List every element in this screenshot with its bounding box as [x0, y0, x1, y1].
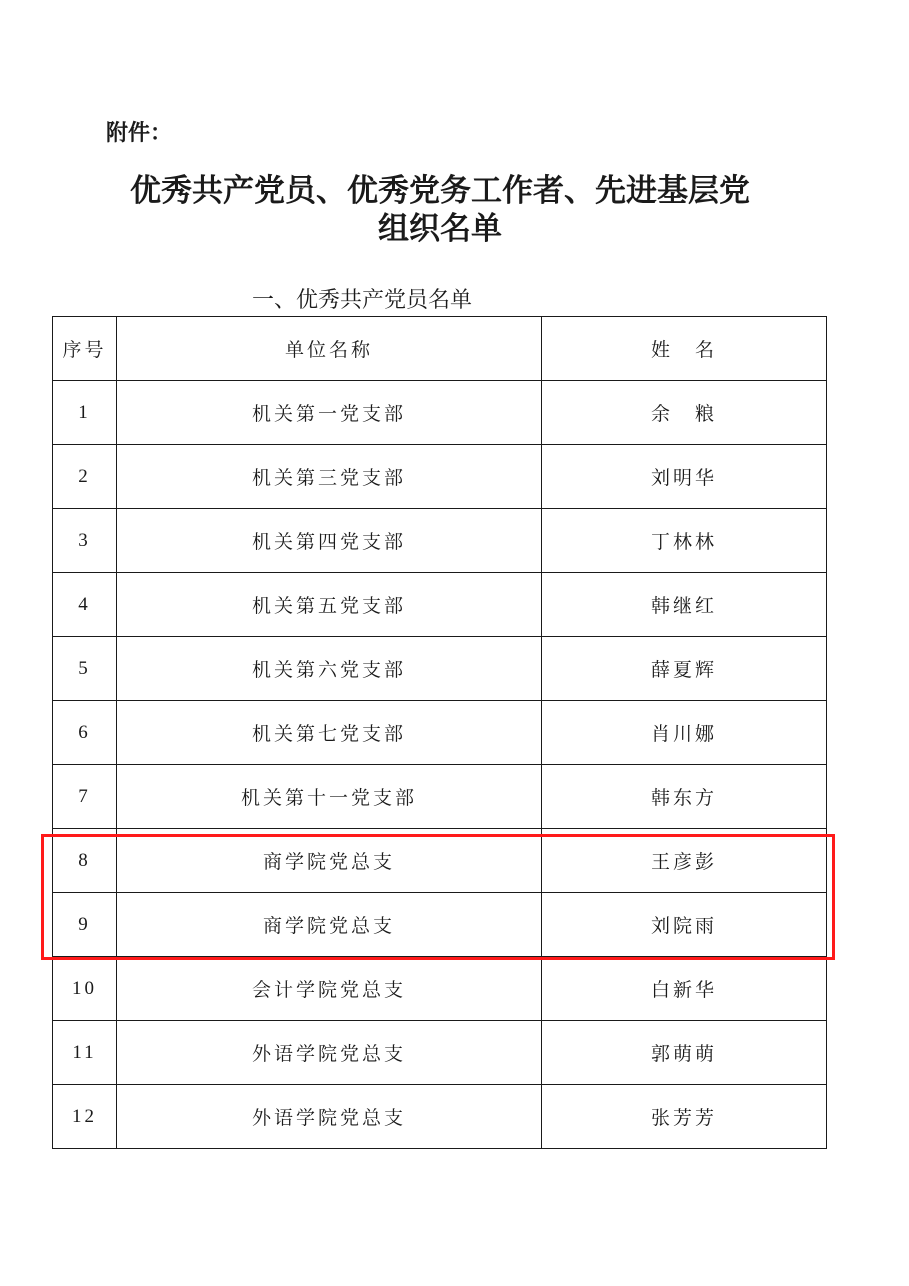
row-unit: 机关第十一党支部: [117, 765, 542, 829]
row-unit: 外语学院党总支: [117, 1085, 542, 1149]
row-name: 刘明华: [542, 445, 827, 509]
document-title: [60, 172, 820, 248]
row-name: 王彦彭: [542, 829, 827, 893]
table-row: [53, 765, 827, 829]
table-row: [53, 573, 827, 637]
table-row: [53, 445, 827, 509]
row-unit: 机关第四党支部: [117, 509, 542, 573]
row-index: 10: [53, 957, 117, 1021]
table-row: [53, 509, 827, 573]
row-name: 刘院雨: [542, 893, 827, 957]
row-name: 余 粮: [542, 381, 827, 445]
header-name: 姓 名: [542, 317, 827, 381]
attachment-label: 附件：: [106, 120, 173, 146]
row-unit: 机关第五党支部: [117, 573, 542, 637]
row-name: 薛夏辉: [542, 637, 827, 701]
row-name: 韩东方: [542, 765, 827, 829]
row-unit: 会计学院党总支: [117, 957, 542, 1021]
row-index: 3: [53, 509, 117, 573]
table-row: [53, 381, 827, 445]
table-row: [53, 1085, 827, 1149]
table-row: [53, 957, 827, 1021]
header-index: 序号: [53, 317, 117, 381]
table-row: [53, 1021, 827, 1085]
row-index: 12: [53, 1085, 117, 1149]
row-unit: 机关第六党支部: [117, 637, 542, 701]
header-unit: 单位名称: [117, 317, 542, 381]
row-index: 7: [53, 765, 117, 829]
row-index: 2: [53, 445, 117, 509]
title-line-2: 组织名单: [378, 211, 502, 247]
row-name: 张芳芳: [542, 1085, 827, 1149]
row-name: 丁林林: [542, 509, 827, 573]
section-heading: 一、优秀共产党员名单: [252, 288, 473, 313]
row-unit: 外语学院党总支: [117, 1021, 542, 1085]
row-name: 白新华: [542, 957, 827, 1021]
member-table: [52, 316, 827, 1149]
row-index: 5: [53, 637, 117, 701]
row-index: 1: [53, 381, 117, 445]
table-header-row: [53, 317, 827, 381]
row-index: 11: [53, 1021, 117, 1085]
table-row: [53, 829, 827, 893]
row-unit: 商学院党总支: [117, 829, 542, 893]
row-unit: 机关第七党支部: [117, 701, 542, 765]
row-name: 肖川娜: [542, 701, 827, 765]
title-line-1: 优秀共产党员、优秀党务工作者、先进基层党: [130, 173, 750, 209]
table-row: [53, 893, 827, 957]
row-unit: 机关第一党支部: [117, 381, 542, 445]
row-unit: 商学院党总支: [117, 893, 542, 957]
row-index: 9: [53, 893, 117, 957]
row-index: 4: [53, 573, 117, 637]
row-name: 韩继红: [542, 573, 827, 637]
row-index: 8: [53, 829, 117, 893]
row-unit: 机关第三党支部: [117, 445, 542, 509]
table-row: [53, 701, 827, 765]
table-row: [53, 637, 827, 701]
row-name: 郭萌萌: [542, 1021, 827, 1085]
row-index: 6: [53, 701, 117, 765]
